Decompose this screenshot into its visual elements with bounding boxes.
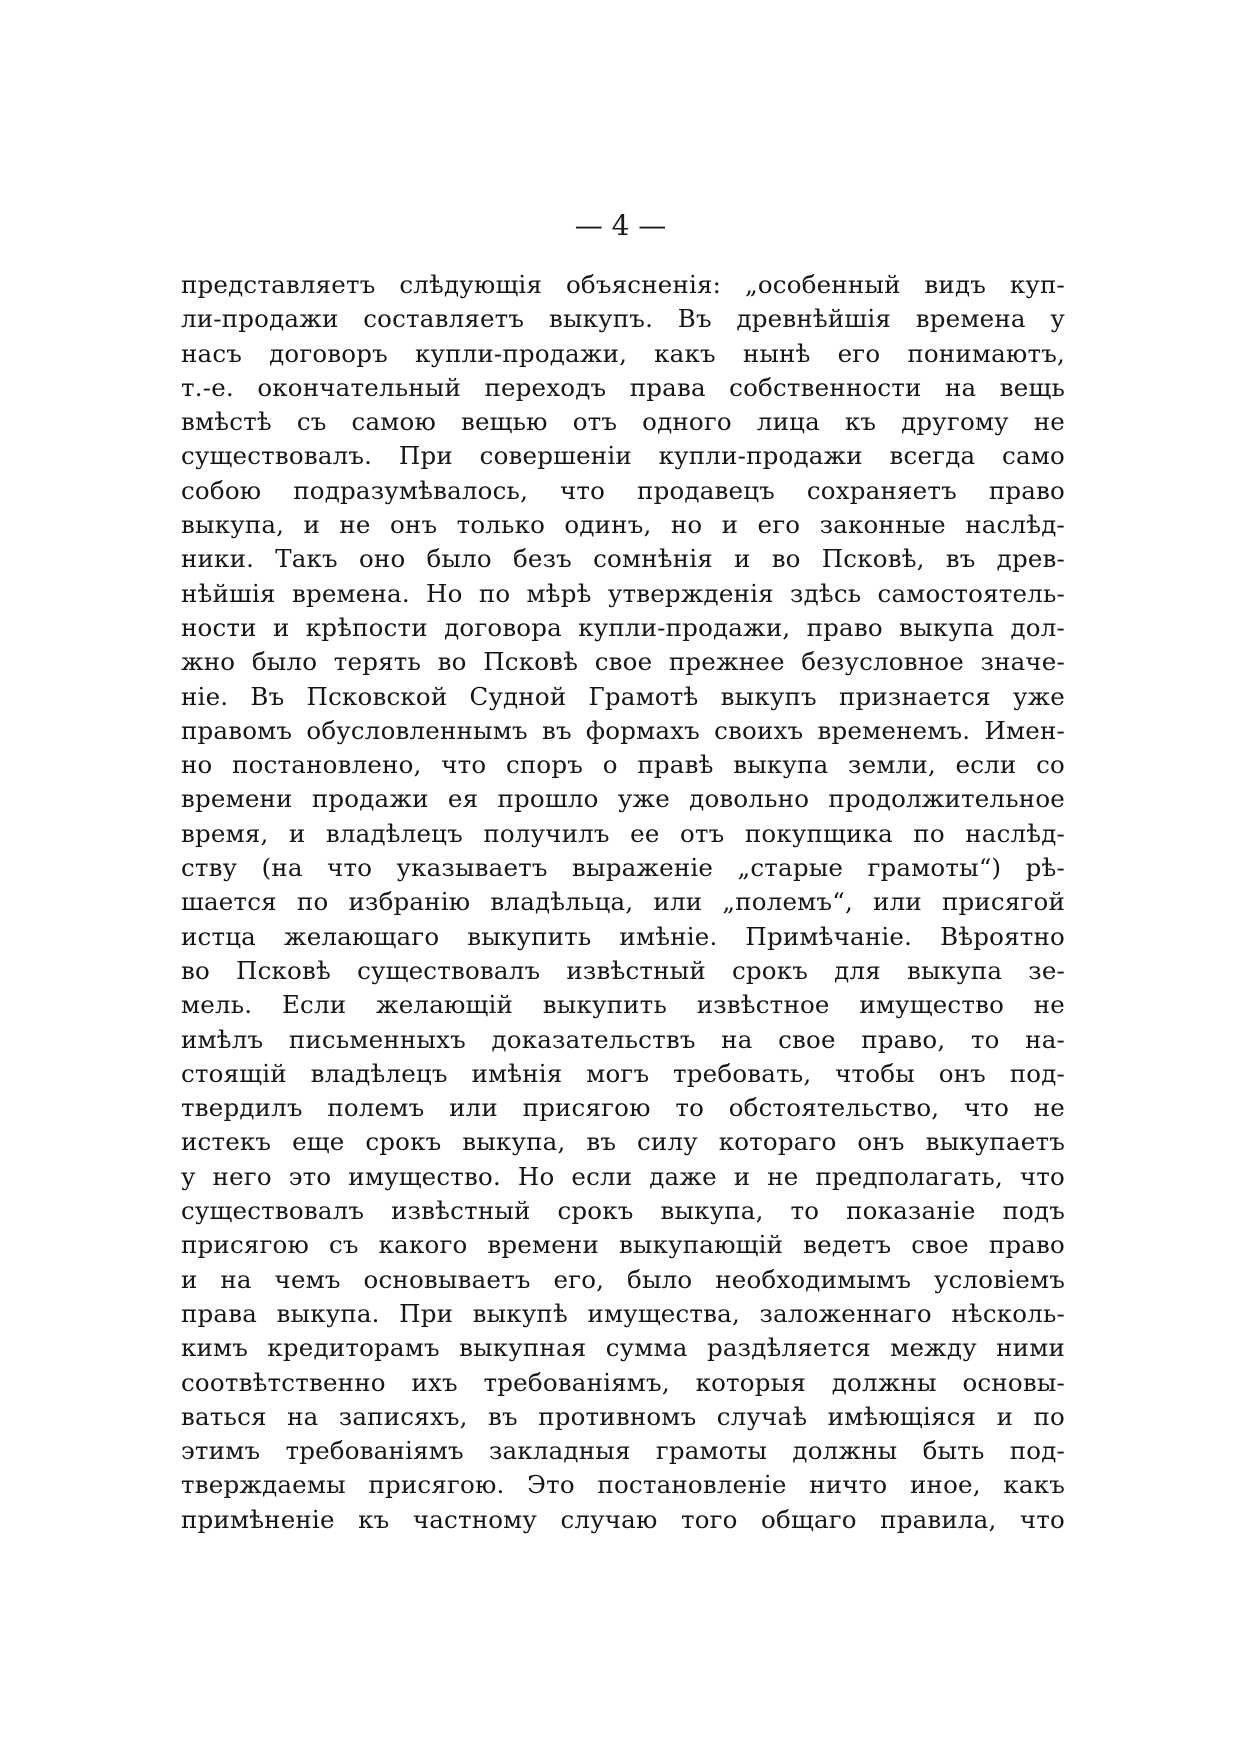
text-line: во Псковѣ существовалъ извѣстный срокъ для выкупа зе- xyxy=(181,955,1065,985)
text-line: правомъ обусловленнымъ въ формахъ своихъ временемъ. Имен- xyxy=(181,715,1065,745)
text-line: ности и крѣпости договора купли-продажи, право выкупа дол- xyxy=(181,612,1065,642)
text-line: собою подразумѣвалось, что продавецъ сохраняетъ право xyxy=(181,475,1065,505)
text-line: шается по избранію владѣльца, или „полемъ“, или присягой xyxy=(181,887,1065,917)
text-line: насъ договоръ купли-продажи, какъ нынѣ его понимаютъ, xyxy=(181,338,1065,368)
text-line: ству (на что указываетъ выраженіе „старые грамоты“) рѣ- xyxy=(181,853,1065,883)
text-line: время, и владѣлецъ получилъ ее отъ покупщика по наслѣд- xyxy=(181,818,1065,848)
text-line: ніе. Въ Псковской Судной Грамотѣ выкупъ признается уже xyxy=(181,681,1065,711)
text-line: нѣйшія времена. Но по мѣрѣ утвержденія здѣсь самостоятель- xyxy=(181,578,1065,608)
text-line: ли-продажи составляетъ выкупъ. Въ древнѣйшія времена у xyxy=(181,304,1065,334)
text-line: т.-е. окончательный переходъ права собственности на вещь xyxy=(181,372,1065,402)
text-line: имѣлъ письменныхъ доказательствъ на свое право, то на- xyxy=(181,1024,1065,1054)
text-line: времени продажи ея прошло уже довольно продолжительное xyxy=(181,784,1065,814)
text-line: твердилъ полемъ или присягою то обстоятельство, что не xyxy=(181,1093,1065,1123)
text-line: существовалъ. При совершеніи купли-продажи всегда само xyxy=(181,441,1065,471)
text-line: мель. Если желающій выкупить извѣстное имущество не xyxy=(181,990,1065,1020)
text-line: тверждаемы присягою. Это постановленіе ничто иное, какъ xyxy=(181,1470,1065,1500)
body-text xyxy=(181,268,1065,1537)
text-line: присягою съ какого времени выкупающій ведетъ свое право xyxy=(181,1230,1065,1260)
text-line: у него это имущество. Но если даже и не предполагать, что xyxy=(181,1161,1065,1191)
page-number: — 4 — xyxy=(574,209,667,242)
text-line: выкупа, и не онъ только одинъ, но и его законные наслѣд- xyxy=(181,510,1065,540)
text-line: и на чемъ основываетъ его, было необходимымъ условіемъ xyxy=(181,1264,1065,1294)
text-line: примѣненіе къ частному случаю того общаго правила, что xyxy=(181,1504,1065,1534)
text-line: но постановлено, что споръ о правѣ выкупа земли, если со xyxy=(181,750,1065,780)
text-line: вмѣстѣ съ самою вещью отъ одного лица къ другому не xyxy=(181,407,1065,437)
text-line: этимъ требованіямъ закладныя грамоты должны быть под- xyxy=(181,1436,1065,1466)
text-line: представляетъ слѣдующія объясненія: „особенный видъ куп- xyxy=(181,270,1065,299)
text-line: жно было терять во Псковѣ свое прежнее безусловное значе- xyxy=(181,647,1065,677)
text-line: соотвѣтственно ихъ требованіямъ, которыя должны основы- xyxy=(181,1367,1065,1397)
text-line: истекъ еще срокъ выкупа, въ силу котораго онъ выкупаетъ xyxy=(181,1127,1065,1157)
text-line: существовалъ извѣстный срокъ выкупа, то показаніе подъ xyxy=(181,1196,1065,1226)
text-line: ваться на записяхъ, въ противномъ случаѣ имѣющіяся и по xyxy=(181,1401,1065,1431)
text-line: стоящій владѣлецъ имѣнія могъ требовать, чтобы онъ под- xyxy=(181,1058,1065,1088)
text-line: ники. Такъ оно было безъ сомнѣнія и во Псковѣ, въ древ- xyxy=(181,544,1065,574)
text-line: истца желающаго выкупить имѣніе. Примѣчаніе. Вѣроятно xyxy=(181,921,1065,951)
text-line: кимъ кредиторамъ выкупная сумма раздѣляется между ними xyxy=(181,1333,1065,1363)
text-line: права выкупа. При выкупѣ имущества, заложеннаго нѣсколь- xyxy=(181,1298,1065,1328)
